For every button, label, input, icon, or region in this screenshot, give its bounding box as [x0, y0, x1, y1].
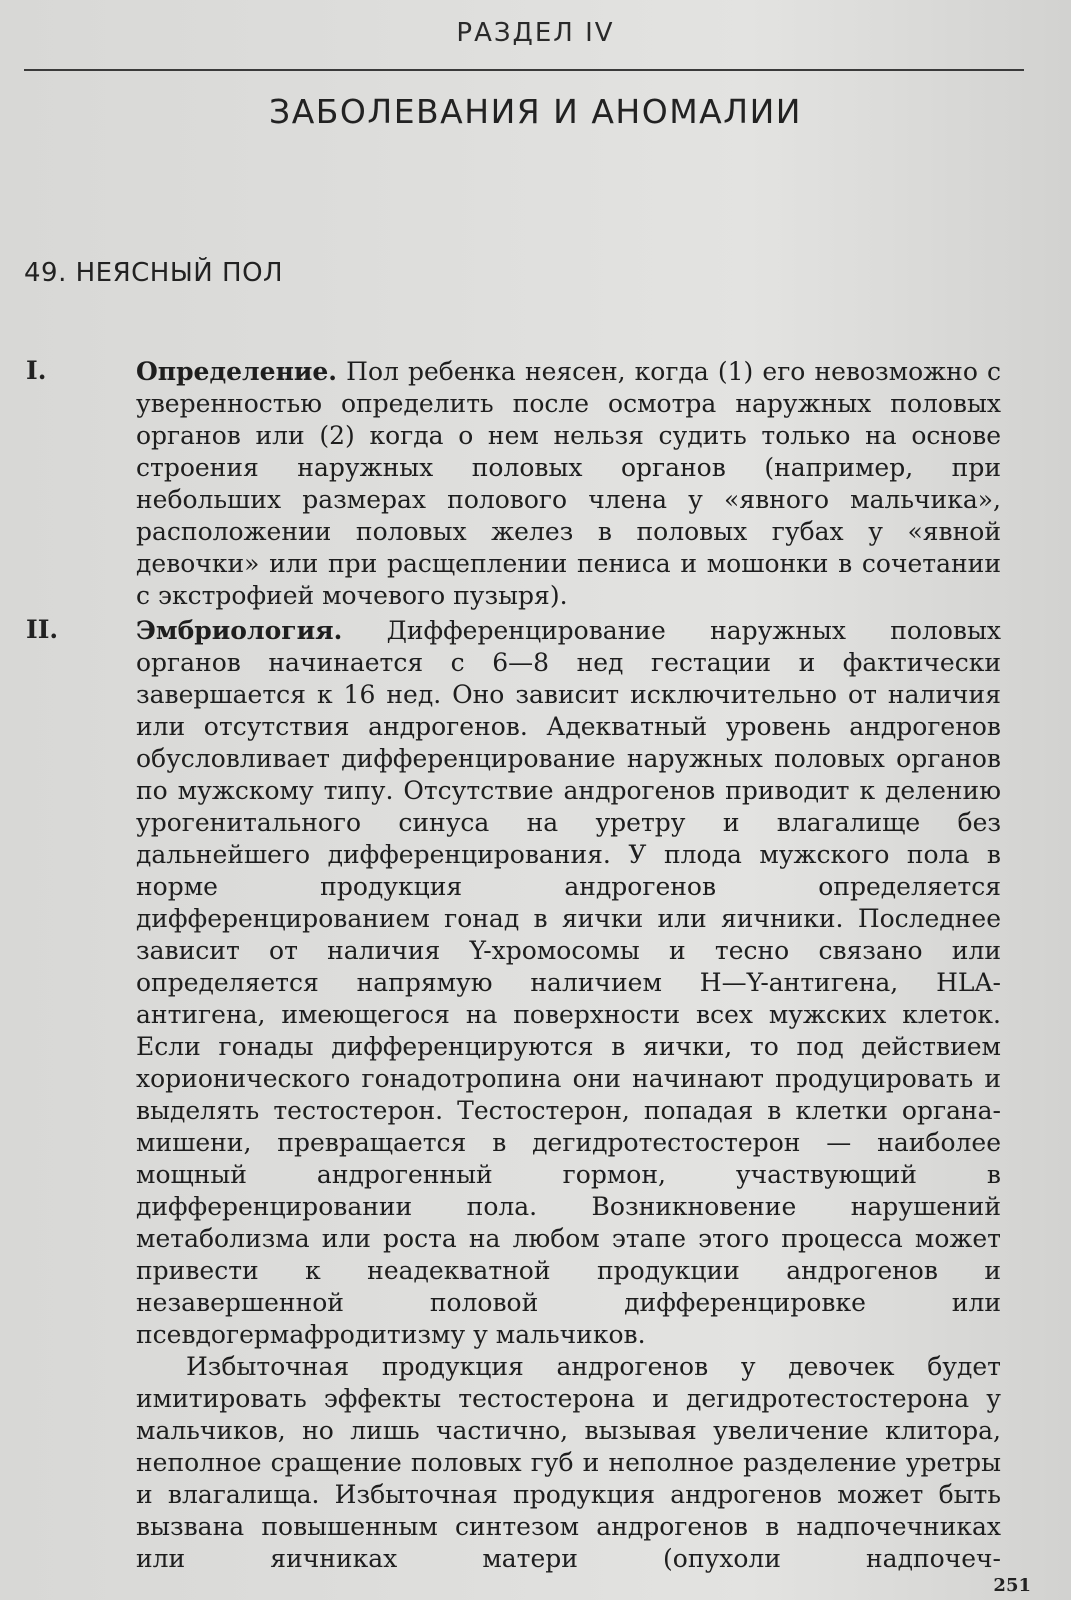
item-number-2: II. [26, 615, 59, 644]
embryology-text: Дифференцирование наружных половых органов начинается с 6—8 нед гестации и фактически завершается к 16 нед. Оно зависит исключительно от наличия или отсутствия андрогенов. Адекватный уровень андрогенов обусловливает дифференцирование наружных половых органов по мужскому типу. Отсутствие андрогенов приводит к делению урогенитального синуса на уретру и влагалище без дальнейшего дифференцирования. У плода мужского пола в норме продукция андрогенов определяется дифференцированием гонад в яички или яичники. Последнее зависит от наличия Y-хромосомы и тесно связано или определяется напрямую наличием H—Y-антигена, HLA-антигена, имеющегося на поверхности всех мужских клеток. Если гонады дифференцируются в яички, то под действием хорионического гонадотропина они начинают продуцировать и выделять тестостерон. Тестостерон, попадая в клетки органа-мишени, превращается в дегидротестостерон — наиболее мощный андрогенный гормон, участвующий в дифференцировании пола. Возникновение нарушений метаболизма или роста на любом этапе этого процесса может привести к неадекватной продукции андрогенов и незавершенной половой дифференцировке или псевдогермафродитизму у мальчиков. [136, 616, 1001, 1349]
definition-text: Пол ребенка неясен, когда (1) его невозможно с уверенностью определить после осмотра наружных половых органов или (2) когда о нем нельзя судить только на основе строения наружных половых органов (например, при небольших размерах полового члена у «явного мальчика», расположении половых желез в половых губах у «явной девочки» или при расщеплении пениса и мошонки в сочетании с экстрофией мочевого пузыря). [136, 357, 1001, 610]
definition-heading: Определение. [136, 357, 338, 386]
item-embryology [136, 615, 1001, 1575]
embryology-paragraph [136, 615, 1001, 1351]
running-head: РАЗДЕЛ IV [456, 18, 615, 48]
definition-paragraph [136, 356, 1001, 612]
item-definition [136, 356, 1001, 612]
embryology-heading: Эмбриология. [136, 616, 343, 645]
section-title: ЗАБОЛЕВАНИЯ И АНОМАЛИИ [269, 92, 802, 131]
chapter-title: 49. НЕЯСНЫЙ ПОЛ [24, 258, 284, 288]
item-number-1: I. [26, 356, 47, 385]
page-number: 251 [993, 1575, 1031, 1596]
embryology-paragraph-2: Избыточная продукция андрогенов у девочек будет имитировать эффекты тестостерона и дегидротестостерона у мальчиков, но лишь частично, вызывая увеличение клитора, неполное сращение половых губ и неполное разделение уретры и влагалища. Избыточная продукция андрогенов может быть вызвана повышенным синтезом андрогенов в надпочечниках или яичниках матери (опухоли надпочеч- [136, 1352, 1001, 1573]
header-rule [24, 69, 1024, 71]
